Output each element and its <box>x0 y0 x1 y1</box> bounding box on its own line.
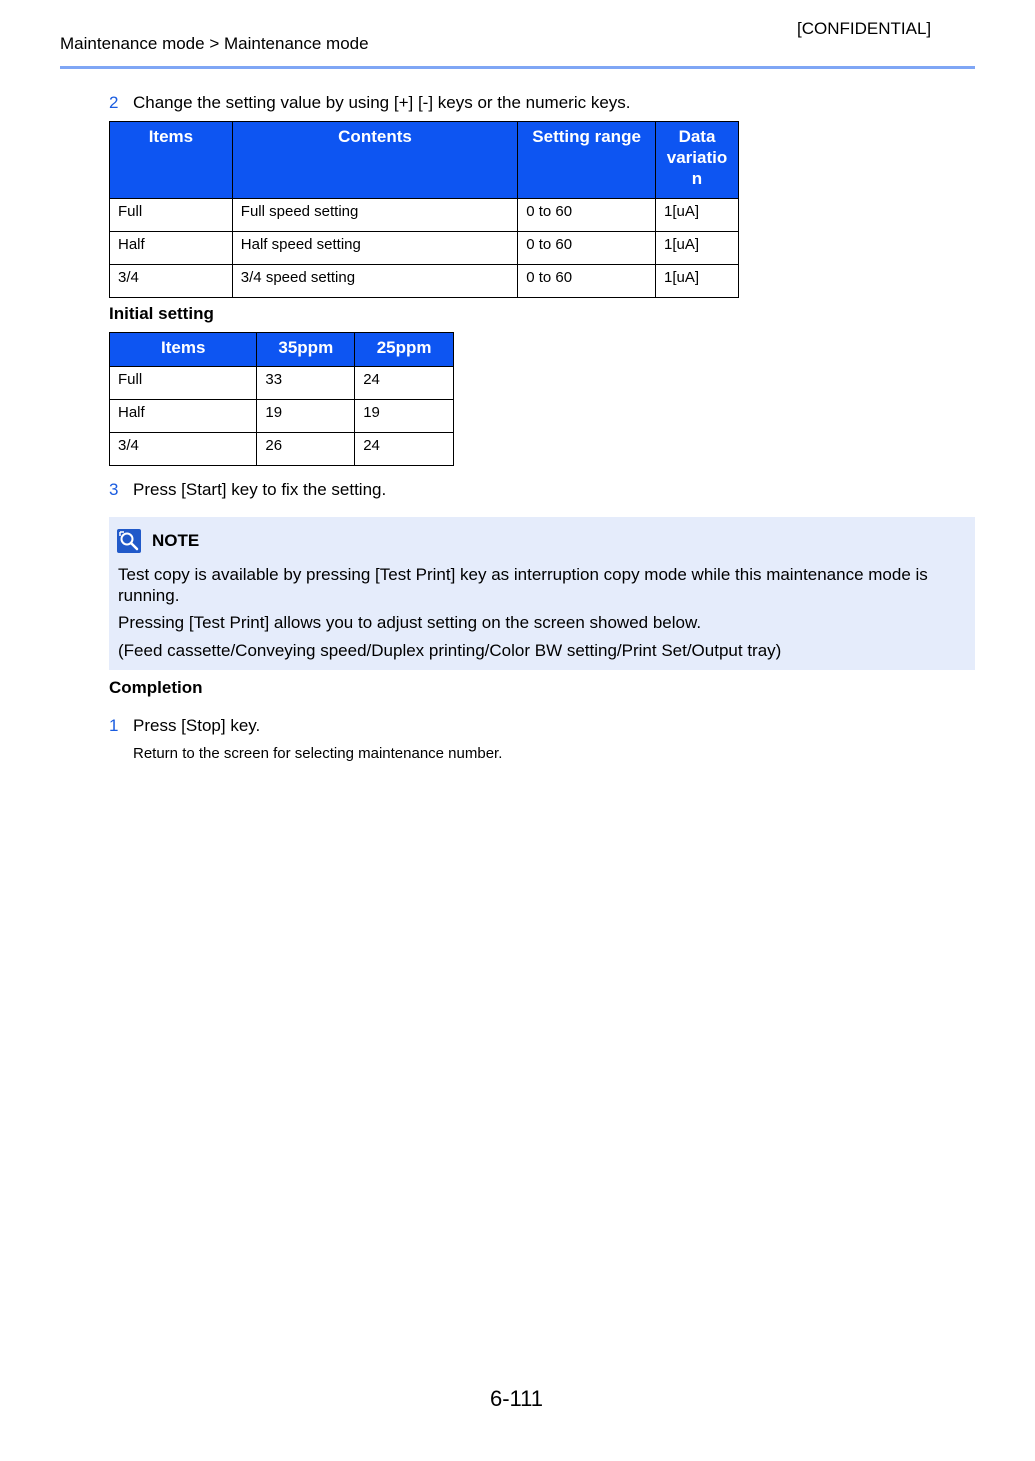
table-cell: Half <box>110 400 257 433</box>
column-header: Items <box>110 333 257 367</box>
breadcrumb: Maintenance mode > Maintenance mode <box>60 34 369 53</box>
column-header: Setting range <box>518 122 656 199</box>
column-header: 35ppm <box>257 333 355 367</box>
table-cell: 24 <box>355 433 454 466</box>
completion-step-1 <box>109 716 260 736</box>
step-text: Press [Stop] key. <box>133 716 261 735</box>
header-divider <box>60 66 975 69</box>
table-cell: 3/4 speed setting <box>232 265 517 298</box>
table-row <box>110 367 454 400</box>
table-cell: 19 <box>257 400 355 433</box>
table-cell: 0 to 60 <box>518 265 656 298</box>
table-row <box>110 400 454 433</box>
table-cell: 3/4 <box>110 433 257 466</box>
note-magnifier-icon <box>117 529 141 553</box>
note-line: Pressing [Test Print] allows you to adjust setting on the screen showed below. <box>118 613 702 632</box>
settings-table <box>109 121 739 298</box>
table-cell: 26 <box>257 433 355 466</box>
confidential-label: [CONFIDENTIAL] <box>797 19 932 38</box>
completion-detail: Return to the screen for selecting maintenance number. <box>133 745 503 762</box>
step-number: 2 <box>109 93 119 112</box>
note-title: NOTE <box>152 531 200 550</box>
page-number: 6-111 <box>490 1386 544 1411</box>
table-row <box>110 232 739 265</box>
note-line: Test copy is available by pressing [Test Print] key as interruption copy mode while this maintenance mode is running. <box>118 565 928 605</box>
table-cell: Half speed setting <box>232 232 517 265</box>
step-text: Change the setting value by using [+] [-] keys or the numeric keys. <box>133 93 631 112</box>
table-cell: 3/4 <box>110 265 233 298</box>
initial-setting-table <box>109 332 454 466</box>
table-cell: Full <box>110 199 233 232</box>
table-cell: Full <box>110 367 257 400</box>
table-cell: 1[uA] <box>656 265 739 298</box>
table-header-row <box>110 122 739 199</box>
step-2 <box>109 93 631 113</box>
step-number: 1 <box>109 716 119 735</box>
step-text: Press [Start] key to fix the setting. <box>133 480 387 499</box>
table-cell: 0 to 60 <box>518 199 656 232</box>
table-header-row <box>110 333 454 367</box>
step-number: 3 <box>109 480 119 499</box>
column-header: Data variatio n <box>656 122 739 199</box>
column-header: 25ppm <box>355 333 454 367</box>
table-cell: 0 to 60 <box>518 232 656 265</box>
note-line: (Feed cassette/Conveying speed/Duplex printing/Color BW setting/Print Set/Output tray) <box>118 641 782 660</box>
table-row <box>110 199 739 232</box>
table-cell: Full speed setting <box>232 199 517 232</box>
column-header: Items <box>110 122 233 199</box>
table-cell: Half <box>110 232 233 265</box>
column-header: Contents <box>232 122 517 199</box>
table-cell: 33 <box>257 367 355 400</box>
table-cell: 1[uA] <box>656 232 739 265</box>
table-row <box>110 265 739 298</box>
table-cell: 19 <box>355 400 454 433</box>
completion-heading: Completion <box>109 678 203 697</box>
table-cell: 24 <box>355 367 454 400</box>
table-cell: 1[uA] <box>656 199 739 232</box>
step-3 <box>109 480 386 500</box>
note-box <box>109 517 975 670</box>
table-row <box>110 433 454 466</box>
initial-setting-heading: Initial setting <box>109 304 214 323</box>
